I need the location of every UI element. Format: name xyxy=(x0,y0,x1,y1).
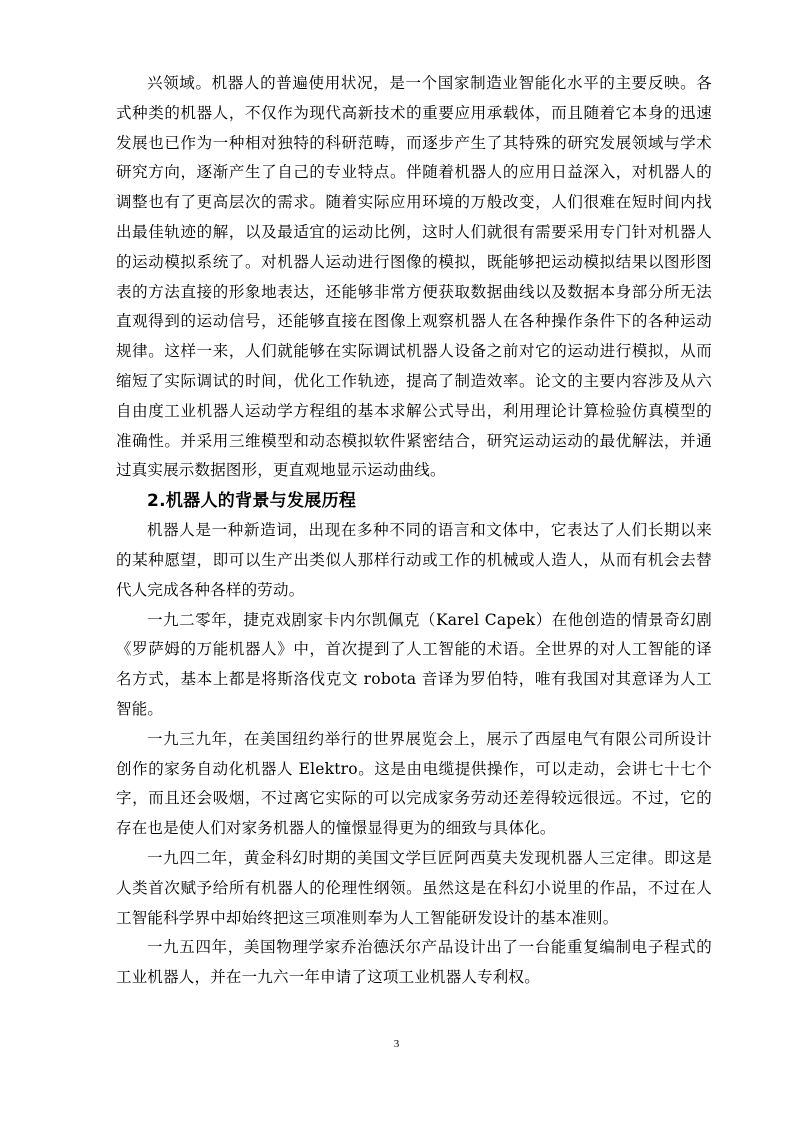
paragraph-1920-capek: 一九二零年，捷克戏剧家卡内尔凯佩克（Karel Capek）在他创造的情景奇幻剧《罗萨姆的万能机器人》中，首次提到了人工智能的术语。全世界的对人工智能的译名方式，基本上都是将斯洛伐克文 robota 音译为罗伯特，唯有我国对其意译为人工智能。 xyxy=(116,610,712,718)
section-heading: 2.机器人的背景与发展历程 xyxy=(147,491,357,512)
paragraph-1942-asimov: 一九四二年，黄金科幻时期的美国文学巨匠阿西莫夫发现机器人三定律。即这是人类首次赋予给所有机器人的伦理性纲领。虽然这是在科幻小说里的作品，不过在人工智能科学界中却始终把这三项准则奉为人工智能研发设计的基本准则。 xyxy=(116,848,712,927)
paragraph-robot-definition: 机器人是一种新造词，出现在多种不同的语言和文体中，它表达了人们长期以来的某种愿望，即可以生产出类似人那样行动或工作的机械或人造人，从而有机会去替代人完成各种各样的劳动。 xyxy=(116,521,712,599)
paragraph-1939-elektro: 一九三九年，在美国纽约举行的世界展览会上，展示了西屋电气有限公司所设计创作的家务自动化机器人 Elektro。这是由电缆提供操作，可以走动，会讲七十七个字，而且还会吸烟，不过离它实际的可以完成家务劳动还差得较远很远。不过，它的存在也是使人们对家务机器人的憧憬显得更为的细致与具体化。 xyxy=(116,729,712,838)
page-number: 3 xyxy=(393,1038,400,1050)
paragraph-1954-devol: 一九五四年，美国物理学家乔治德沃尔产品设计出了一台能重复编制电子程式的工业机器人，并在一九六一年申请了这项工业机器人专利权。 xyxy=(116,938,712,987)
paragraph-intro-continued: 兴领域。机器人的普遍使用状况，是一个国家制造业智能化水平的主要反映。各式种类的机器人，不仅作为现代高新技术的重要应用承载体，而且随着它本身的迅速发展也已作为一种相对独特的科研范畴，而逐步产生了其特殊的研究发展领域与学术研究方向，逐渐产生了自己的专业特点。伴随着机器人的应用日益深入，对机器人的调整也有了更高层次的需求。随着实际应用环境的万般改变，人们很难在短时间内找出最佳轨迹的解，以及最适宜的运动比例，这时人们就很有需要采用专门针对机器人的运动模拟系统了。对机器人运动进行图像的模拟，既能够把运动模拟结果以图形图表的方法直接的形象地表达，还能够非常方便获取数据曲线以及数据本身部分所无法直观得到的运动信号，还能够直接在图像上观察机器人在各种操作条件下的各种运动规律。这样一来，人们就能够在实际调试机器人设备之前对它的运动进行模拟，从而缩短了实际调试的时间，优化工作轨迹，提高了制造效率。论文的主要内容涉及从六自由度工业机器人运动学方程组的基本求解公式导出，利用理论计算检验仿真模型的准确性。并采用三维模型和动态模拟软件紧密结合，研究运动运动的最优解法，并通过真实展示数据图形，更直观地显示运动曲线。 xyxy=(116,74,712,480)
page-body xyxy=(116,69,712,993)
